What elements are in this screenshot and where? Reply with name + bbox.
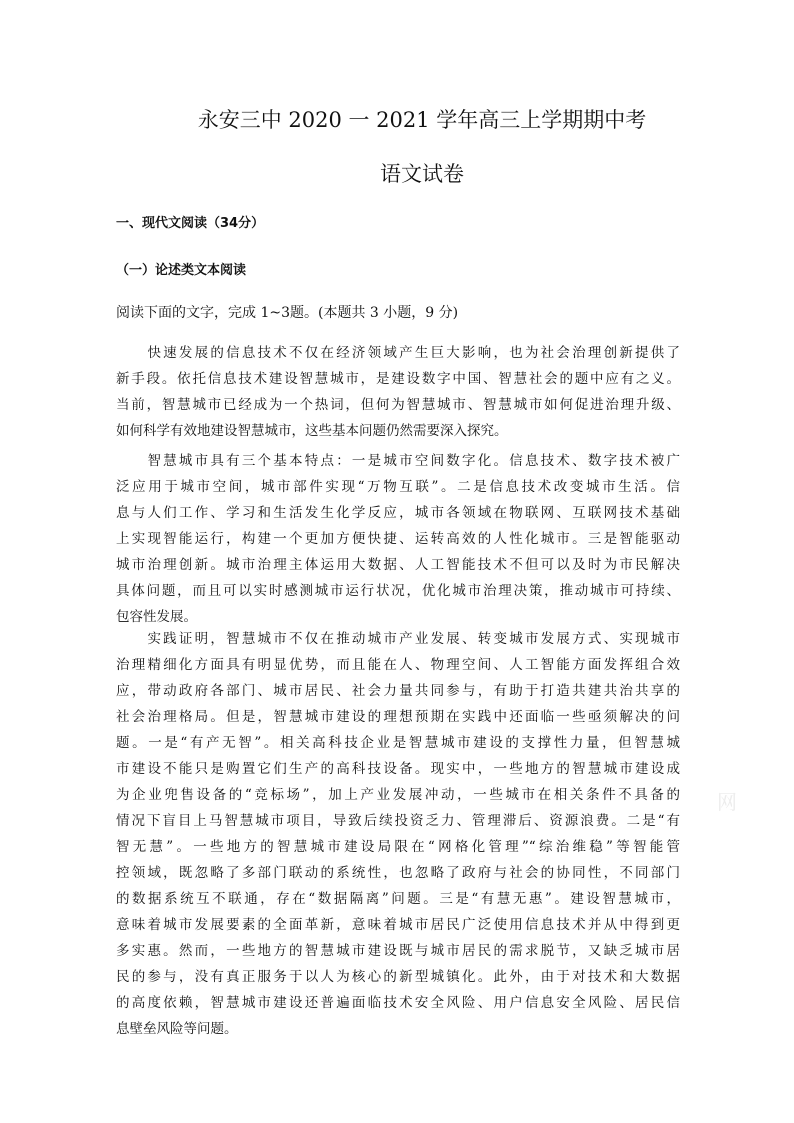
- paragraph-line: 快速发展的信息技术不仅在经济领域产生巨大影响，也为社会治理创新提供了: [116, 345, 680, 361]
- paragraph-line: 智无慧”。一些地方的智慧城市建设局限在“网格化管理”“综治维稳”等智能管: [116, 839, 680, 855]
- paragraph-line: 市建设不能只是购置它们生产的高科技设备。现实中，一些地方的智慧城市建设成: [116, 761, 680, 777]
- paragraph-line: 意味着城市发展要素的全面革新，意味着城市居民广泛使用信息技术并从中得到更: [116, 917, 680, 933]
- paragraph-line: 息与人们工作、学习和生活发生化学反应，城市各领域在物联网、互联网技术基础: [116, 505, 680, 521]
- exam-title: 永安三中 2020 一 2021 学年高三上学期期中考: [197, 108, 647, 132]
- paragraph-line: 治理精细化方面具有明显优势，而且能在人、物理空间、人工智能方面发挥组合效: [116, 657, 680, 673]
- paragraph-line: 社会治理格局。但是，智慧城市建设的理想预期在实践中还面临一些亟须解决的问: [116, 709, 680, 725]
- subsection-heading-argumentative-text: （一）论述类文本阅读: [116, 263, 247, 278]
- paragraph-line: 上实现智能运行，构建一个更加方便快捷、运转高效的人性化城市。三是智能驱动: [116, 531, 680, 547]
- paragraph-line: 实践证明，智慧城市不仅在推动城市产业发展、转变城市发展方式、实现城市: [116, 631, 680, 647]
- paragraph-line: 息壁垒风险等问题。: [116, 1021, 238, 1037]
- reading-instruction: 阅读下面的文字，完成 1~3题。(本题共 3 小题，9 分): [116, 305, 459, 321]
- paragraph-line: 具体问题，而且可以实时感测城市运行状况，优化城市治理决策，推动城市可持续、: [116, 583, 680, 599]
- paragraph-line: 情况下盲目上马智慧城市项目，导致后续投资乏力、管理滞后、资源浪费。二是“有: [116, 813, 680, 829]
- paragraph-3: [116, 626, 680, 1042]
- exam-subtitle: 语文试卷: [380, 162, 464, 186]
- paragraph-line: 新手段。依托信息技术建设智慧城市，是建设数字中国、智慧社会的题中应有之义。: [116, 371, 680, 387]
- paragraph-line: 多实惠。然而，一些地方的智慧城市建设既与城市居民的需求脱节，又缺乏城市居: [116, 943, 680, 959]
- paragraph-line: 应，带动政府各部门、城市居民、社会力量共同参与，有助于打造共建共治共享的: [116, 683, 680, 699]
- paragraph-1: [116, 340, 680, 444]
- paragraph-line: 如何科学有效地建设智慧城市，这些基本问题仍然需要深入探究。: [116, 423, 508, 439]
- paragraph-line: 题。一是“有产无智”。相关高科技企业是智慧城市建设的支撑性力量，但智慧城: [116, 735, 680, 751]
- paragraph-line: 的高度依赖，智慧城市建设还普遍面临技术安全风险、用户信息安全风险、居民信: [116, 995, 680, 1011]
- paragraph-line: 的数据系统互不联通，存在“数据隔离”问题。三是“有慧无惠”。建设智慧城市，: [116, 891, 680, 907]
- paragraph-line: 智慧城市具有三个基本特点：一是城市空间数字化。信息技术、数字技术被广: [116, 453, 680, 469]
- paragraph-line: 城市治理创新。城市治理主体运用大数据、人工智能技术不但可以及时为市民解决: [116, 557, 680, 573]
- paragraph-line: 当前，智慧城市已经成为一个热词，但何为智慧城市、智慧城市如何促进治理升级、: [116, 397, 680, 413]
- paragraph-line: 包容性发展。: [116, 609, 197, 625]
- paragraph-2: [116, 448, 680, 630]
- watermark: 网: [717, 790, 737, 814]
- paragraph-line: 民的参与，没有真正服务于以人为核心的新型城镇化。此外，由于对技术和大数据: [116, 969, 680, 985]
- section-heading-modern-reading: 一、现代文阅读（34分）: [116, 216, 265, 231]
- paragraph-line: 控领域，既忽略了多部门联动的系统性，也忽略了政府与社会的协同性，不同部门: [116, 865, 680, 881]
- paragraph-line: 为企业兜售设备的“竞标场”，加上产业发展冲动，一些城市在相关条件不具备的: [116, 787, 680, 803]
- paragraph-line: 泛应用于城市空间，城市部件实现“万物互联”。二是信息技术改变城市生活。信: [116, 479, 680, 495]
